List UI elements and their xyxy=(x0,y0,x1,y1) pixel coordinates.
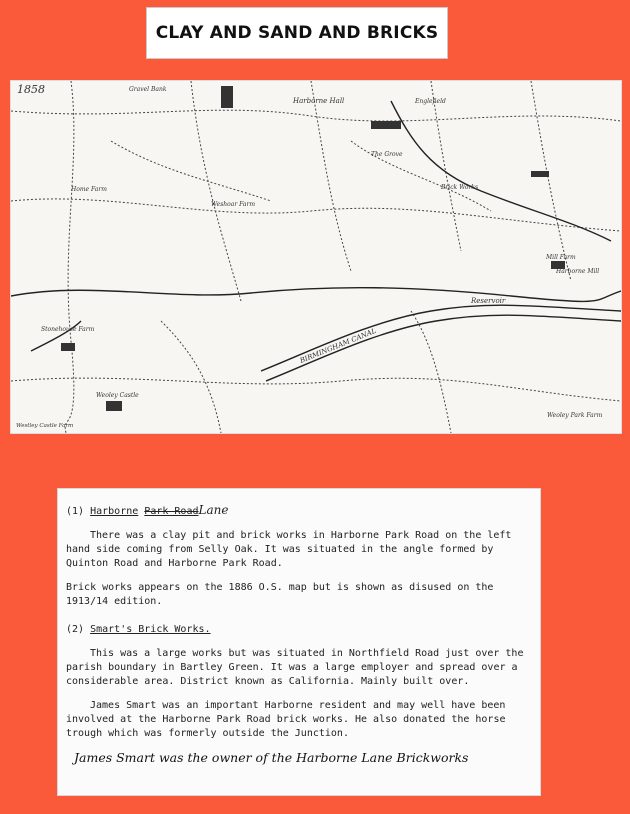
map-label: Weshoar Farm xyxy=(211,201,256,208)
section2-heading-text: Smart's Brick Works. xyxy=(90,624,211,635)
map-label: Stonehouse Farm xyxy=(41,326,95,333)
map-label: Harborne Hall xyxy=(293,97,345,105)
section1-paragraph1: There was a clay pit and brick works in Harborne Park Road on the left hand side coming from Selly Oak. It was situated in the angle formed by Quinton Road and Harborne Park Road. xyxy=(66,530,512,569)
section1-heading-struck: Park Road xyxy=(144,506,199,517)
map-label: Westley Castle Farm xyxy=(16,423,74,429)
title-box xyxy=(146,7,448,59)
page-title: CLAY AND SAND AND BRICKS xyxy=(155,23,439,43)
section1-heading-plain: Harborne xyxy=(90,506,139,517)
section1-number: (1) xyxy=(66,506,85,517)
section1-heading-handwritten: Lane xyxy=(198,503,229,517)
map-label: BIRMINGHAM CANAL xyxy=(298,326,378,365)
text-card xyxy=(57,488,541,796)
section2-paragraph1: This was a large works but was situated in Northfield Road just over the parish boundary in Bartley Green. It was a large employer and spread over a considerable area. District known as California. Mainly built over. xyxy=(66,648,524,687)
section1-heading xyxy=(66,503,526,519)
map-label: Home Farm xyxy=(71,186,107,193)
section2-heading xyxy=(66,623,526,637)
map-label: Brick Works xyxy=(441,184,479,191)
map-label: Englefield xyxy=(415,98,446,105)
map-label: Mill Farm xyxy=(546,254,576,261)
map-drawing xyxy=(11,81,621,433)
map-year: 1858 xyxy=(17,83,45,96)
map-label: Reservoir xyxy=(471,297,506,305)
map-label: Gravel Bank xyxy=(129,86,167,93)
map-label: Harborne Mill xyxy=(556,268,600,275)
section2-number: (2) xyxy=(66,624,85,635)
map-label: The Grove xyxy=(371,151,403,158)
historic-map xyxy=(10,80,622,434)
section1-paragraph2: Brick works appears on the 1886 O.S. map but is shown as disused on the 1913/14 edition. xyxy=(66,582,494,607)
map-label: Weoley Castle xyxy=(96,392,139,399)
map-label: Weoley Park Farm xyxy=(547,412,603,419)
section2-paragraph2: James Smart was an important Harborne resident and may well have been involved at the Harborne Park Road brick works. He also donated the horse trough which was formerly outside the Junction. xyxy=(66,700,506,739)
handwritten-note: James Smart was the owner of the Harborne Lane Brickworks xyxy=(74,750,469,765)
